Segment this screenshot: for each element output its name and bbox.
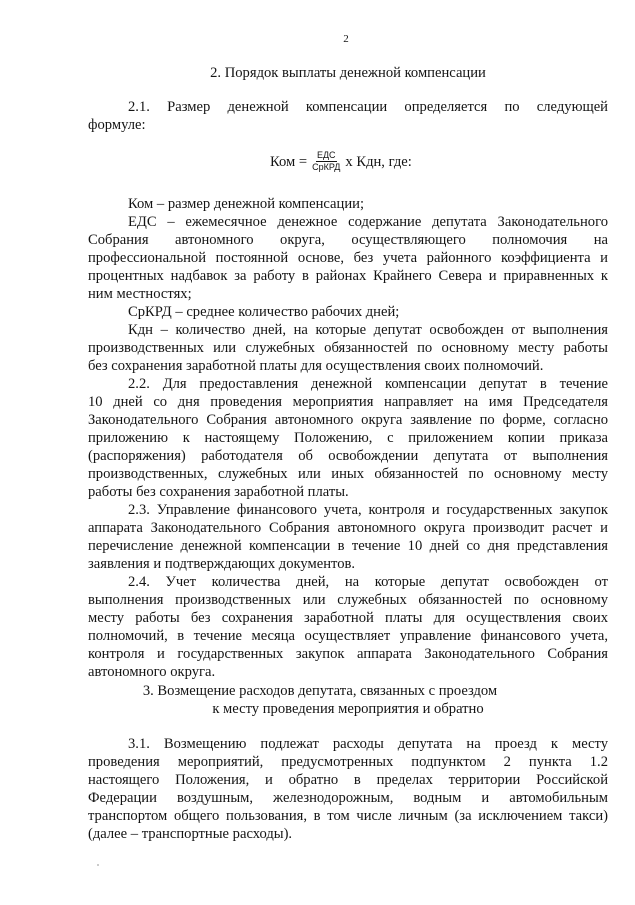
paragraph-2-4-line: полномочий, в течение месяца осуществляет управление финансового учета,: [88, 628, 608, 644]
paragraph-3-1-line: 3.1. Возмещению подлежат расходы депутата на проезд к месту: [128, 736, 608, 752]
definition-line: профессиональной постоянной основе, без учета районного коэффициента и: [88, 250, 608, 266]
section-3-heading: 3. Возмещение расходов депутата, связанных с проездом: [142, 683, 498, 699]
paragraph-2-2-line: приложению к настоящему Положению, с приложением копии приказа: [88, 430, 608, 446]
paragraph-3-1-line: настоящего Положения, и обратно в пределах территории Российской: [88, 772, 608, 788]
paragraph-2-3-line: перечисление денежной компенсации в течение 10 дней со дня представления: [88, 538, 608, 554]
paragraph-2-2-line: производственных, служебных или иных обязанностей по основному месту: [88, 466, 608, 482]
definition-line: процентных надбавок за работу в районах Крайнего Севера и приравненных к: [88, 268, 608, 284]
paragraph-2-3-line: 2.3. Управление финансового учета, контроля и государственных закупок: [128, 502, 608, 518]
page-number: 2: [343, 33, 349, 45]
paragraph-2-4-line: 2.4. Учет количества дней, на которые депутат освобожден от: [128, 574, 608, 590]
definition-line: ним местностях;: [88, 286, 192, 302]
definition-line: без сохранения заработной платы для осуществления своих полномочий.: [88, 358, 544, 374]
formula-rhs: х Кдн, где:: [345, 153, 412, 170]
paragraph-2-4-line: автономного округа.: [88, 664, 216, 680]
formula-fraction: [311, 150, 341, 173]
paragraph-2-4-line: контроля и государственных закупок аппарата Законодательного Собрания: [88, 646, 608, 662]
section-3-heading: к месту проведения мероприятия и обратно: [212, 701, 484, 717]
compensation-formula: [270, 150, 412, 173]
paragraph-3-1-line: транспортом общего пользования, в том числе личным (за исключением такси): [88, 808, 608, 824]
paragraph-2-2-line: работы без сохранения заработной платы.: [88, 484, 349, 500]
definition-line: ЕДС – ежемесячное денежное содержание депутата Законодательного: [128, 214, 608, 230]
definition-line: производственных или служебных обязанностей по основному месту работы: [88, 340, 608, 356]
paragraph-2-3-line: заявления и подтверждающих документов.: [88, 556, 356, 572]
scan-speck: [97, 864, 99, 866]
paragraph-2-2-line: (распоряжения) работодателя об освобождении депутата от выполнения: [88, 448, 608, 464]
section-2-heading: 2. Порядок выплаты денежной компенсации: [210, 65, 486, 81]
definition-line: Кдн – количество дней, на которые депутат освобожден от выполнения: [128, 322, 608, 338]
paragraph-2-2-line: Законодательного Собрания автономного округа заявление по форме, согласно: [88, 412, 608, 428]
paragraph-2-1-line: формуле:: [88, 117, 146, 133]
formula-lhs: Ком =: [270, 153, 308, 170]
formula-numerator: ЕДС: [316, 150, 336, 160]
definition-line: Собрания автономного округа, осуществляющего полномочия на: [88, 232, 608, 248]
paragraph-2-2-line: 10 дней со дня проведения мероприятия направляет на имя Председателя: [88, 394, 608, 410]
paragraph-2-3-line: аппарата Законодательного Собрания автономного округа производит расчет и: [88, 520, 608, 536]
paragraph-2-1-line: 2.1. Размер денежной компенсации определяется по следующей: [128, 99, 608, 115]
paragraph-2-2-line: 2.2. Для предоставления денежной компенсации депутат в течение: [128, 376, 608, 392]
paragraph-2-4-line: месту работы без сохранения заработной платы для осуществления своих: [88, 610, 608, 626]
paragraph-2-4-line: выполнения производственных или служебных обязанностей по основному: [88, 592, 608, 608]
paragraph-3-1-line: Федерации воздушным, железнодорожным, водным и автомобильным: [88, 790, 608, 806]
definition-line: Ком – размер денежной компенсации;: [128, 196, 365, 212]
paragraph-3-1-line: проведения мероприятий, предусмотренных подпунктом 2 пункта 1.2: [88, 754, 608, 770]
formula-denominator: СрКРД: [312, 162, 341, 172]
definition-line: СрКРД – среднее количество рабочих дней;: [128, 304, 400, 320]
paragraph-3-1-line: (далее – транспортные расходы).: [88, 826, 293, 842]
